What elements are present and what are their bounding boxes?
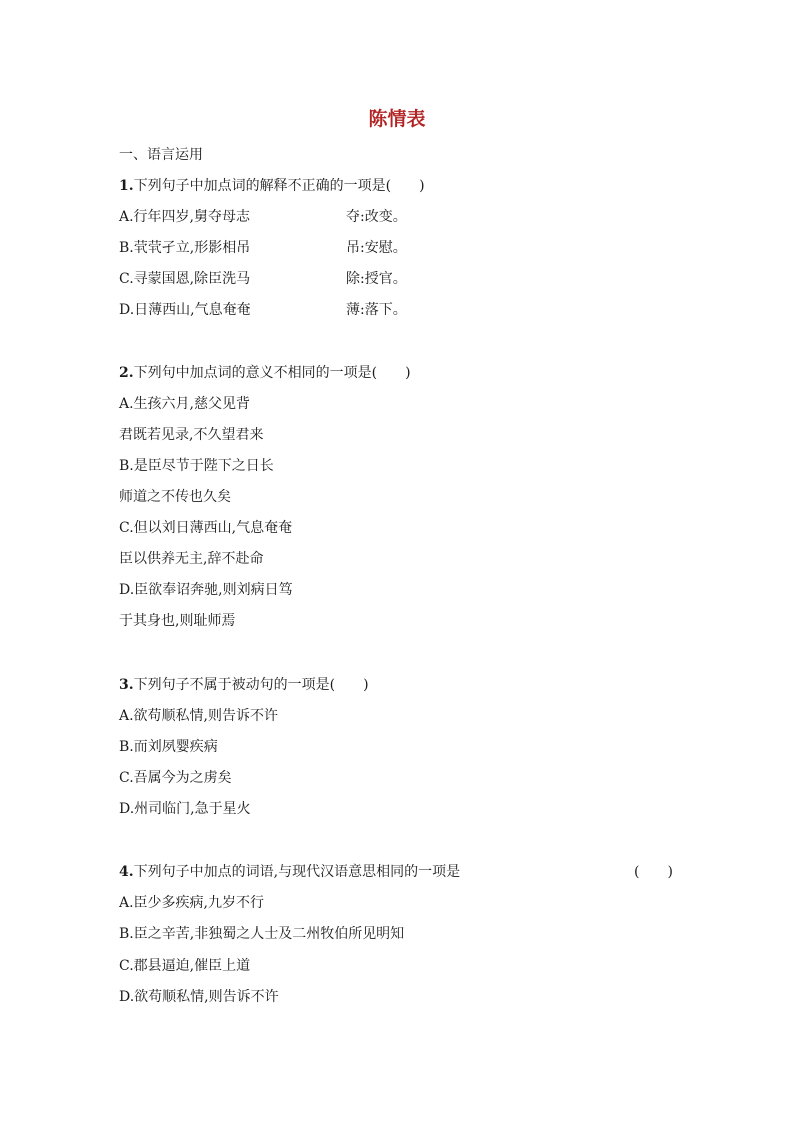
question-2-text: 下列句中加点词的意义不相同的一项是( ) [133,365,411,381]
question-1-option-d: D.日薄西山,气息奄奄 [119,302,251,318]
question-2-number: 2. [119,365,134,381]
question-3-option-b: B.而刘夙婴疾病 [119,739,218,755]
question-4-number: 4. [119,864,134,880]
question-4-option-b: B.臣之辛苦,非独蜀之人士及二州牧伯所见明知 [119,926,405,942]
question-1-option-d-note: 薄:落下。 [346,302,407,318]
question-1-option-c: C.寻蒙国恩,除臣洗马 [119,271,251,287]
question-2-line: C.但以刘日薄西山,气息奄奄 [119,520,293,536]
question-2-line: 君既若见录,不久望君来 [119,427,264,443]
question-3-number: 3. [119,677,134,693]
question-3-text: 下列句子不属于被动句的一项是( ) [133,677,369,693]
question-4-option-c: C.郡县逼迫,催臣上道 [119,958,251,974]
question-4-text: 下列句子中加点的词语,与现代汉语意思相同的一项是 [133,864,461,880]
question-2-line: 于其身也,则耻师焉 [119,613,236,629]
question-1-number: 1. [119,178,134,194]
question-3-option-a: A.欲苟顺私情,则告诉不许 [119,708,279,724]
question-2-line: 师道之不传也久矣 [119,489,231,505]
question-3-stem [119,676,369,694]
question-2-stem [119,364,411,382]
question-1-text: 下列句子中加点词的解释不正确的一项是( ) [133,178,425,194]
section-heading: 一、语言运用 [119,147,203,163]
question-1-stem [119,177,425,195]
question-1-option-a: A.行年四岁,舅夺母志 [119,209,251,225]
question-3-option-c: C.吾属今为之虏矣 [119,770,232,786]
question-2-line: D.臣欲奉诏奔驰,则刘病日笃 [119,582,293,598]
question-2-line: B.是臣尽节于陛下之日长 [119,458,274,474]
question-2-line: A.生孩六月,慈父见背 [119,396,251,412]
question-4-option-d: D.欲苟顺私情,则告诉不许 [119,989,279,1005]
question-4-stem [119,863,460,881]
page-title: 陈情表 [368,108,426,130]
question-1-option-b-note: 吊:安慰。 [346,240,407,256]
question-4-answer-paren: ( ) [634,864,673,880]
question-1-option-c-note: 除:授官。 [346,271,407,287]
question-1-option-b: B.茕茕孑立,形影相吊 [119,240,251,256]
question-2-line: 臣以供养无主,辞不赴命 [119,551,264,567]
question-4-option-a: A.臣少多疾病,九岁不行 [119,895,265,911]
question-3-option-d: D.州司临门,急于星火 [119,801,251,817]
question-1-option-a-note: 夺:改变。 [346,209,407,225]
